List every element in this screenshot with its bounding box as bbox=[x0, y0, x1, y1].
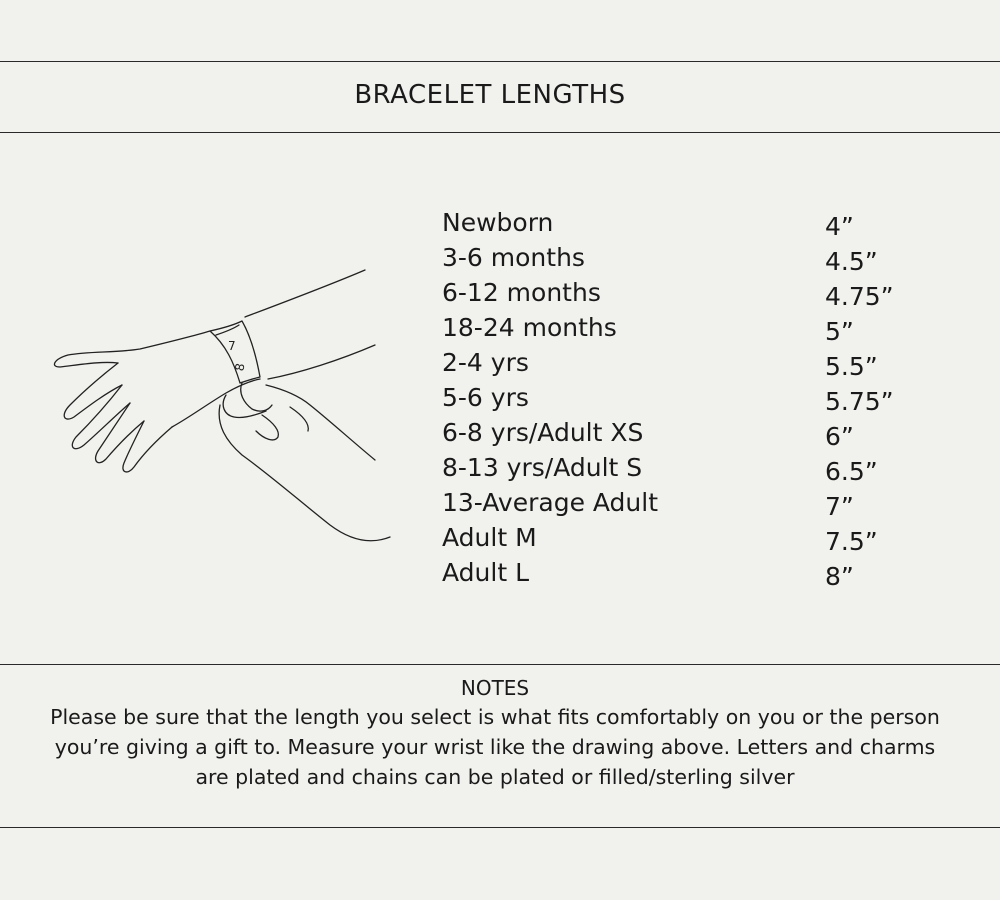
size-row bbox=[442, 415, 942, 450]
size-table bbox=[442, 205, 942, 590]
size-row bbox=[442, 345, 942, 380]
size-row bbox=[442, 555, 942, 590]
size-length: 5.5” bbox=[825, 352, 878, 381]
size-length: 5” bbox=[825, 317, 854, 346]
size-length: 8” bbox=[825, 562, 854, 591]
size-row bbox=[442, 310, 942, 345]
size-label: Adult L bbox=[442, 558, 529, 587]
size-length: 6” bbox=[825, 422, 854, 451]
size-label: Newborn bbox=[442, 208, 554, 237]
size-label: 6-8 yrs/Adult XS bbox=[442, 418, 644, 447]
size-row bbox=[442, 275, 942, 310]
size-label: Adult M bbox=[442, 523, 537, 552]
band-mark-8: 8 bbox=[232, 362, 248, 373]
size-label: 18-24 months bbox=[442, 313, 617, 342]
size-row bbox=[442, 450, 942, 485]
size-length: 7” bbox=[825, 492, 854, 521]
size-label: 8-13 yrs/Adult S bbox=[442, 453, 643, 482]
size-length: 5.75” bbox=[825, 387, 894, 416]
size-label: 6-12 months bbox=[442, 278, 601, 307]
size-row bbox=[442, 520, 942, 555]
size-label: 5-6 yrs bbox=[442, 383, 529, 412]
band-mark-7: 7 bbox=[228, 339, 236, 353]
size-length: 4.5” bbox=[825, 247, 878, 276]
size-label: 2-4 yrs bbox=[442, 348, 529, 377]
top-divider bbox=[0, 61, 1000, 62]
size-row bbox=[442, 485, 942, 520]
notes-heading: NOTES bbox=[460, 676, 530, 700]
page-title: BRACELET LENGTHS bbox=[354, 80, 626, 110]
size-length: 4.75” bbox=[825, 282, 894, 311]
size-row bbox=[442, 240, 942, 275]
notes-top-divider bbox=[0, 664, 1000, 665]
size-length: 6.5” bbox=[825, 457, 878, 486]
notes-bottom-divider bbox=[0, 827, 1000, 828]
size-label: 13-Average Adult bbox=[442, 488, 659, 517]
size-label: 3-6 months bbox=[442, 243, 585, 272]
size-length: 4” bbox=[825, 212, 854, 241]
size-length: 7.5” bbox=[825, 527, 878, 556]
title-divider bbox=[0, 132, 1000, 133]
size-row bbox=[442, 205, 942, 240]
notes-section bbox=[0, 674, 990, 792]
wrist-measurement-drawing-icon bbox=[30, 255, 420, 550]
notes-body: Please be sure that the length you select is what fits comfortably on you or the person you’re giving a gift to. Measure your wrist like the drawing above. Letters and charms are plated and chains can be plated or filled/sterling silver bbox=[50, 705, 940, 789]
size-row bbox=[442, 380, 942, 415]
